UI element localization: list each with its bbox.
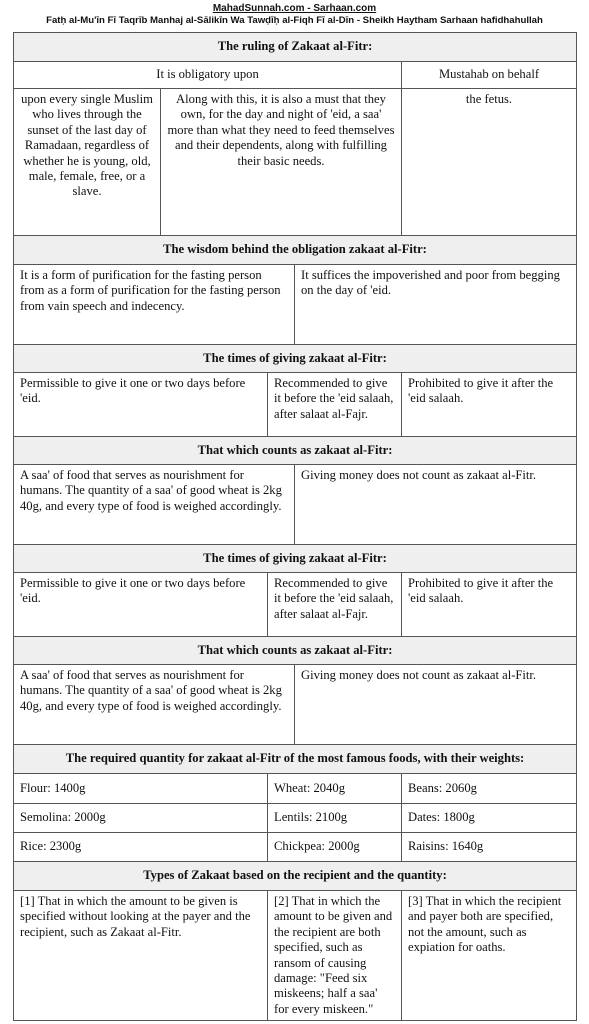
type-2-amount-and-recipient: [2] That in which the amount to be given and the recipient are both specified, such as ransom of causing damage: "Feed six miskeens; half a saa' for every miskeen." xyxy=(268,891,402,1021)
quantity-cell: Wheat: 2040g xyxy=(268,774,402,804)
obligatory-header: It is obligatory upon xyxy=(14,62,402,89)
quantity-cell: Flour: 1400g xyxy=(14,774,268,804)
quantity-title: The required quantity for zakaat al-Fitr of the most famous foods, with their weights: xyxy=(14,745,577,774)
times-title: The times of giving zakaat al-Fitr: xyxy=(14,545,577,573)
counts-title: That which counts as zakaat al-Fitr: xyxy=(14,637,577,665)
mustahab-fetus: the fetus. xyxy=(402,89,577,236)
times-permissible: Permissible to give it one or two days before 'eid. xyxy=(14,373,268,437)
obligatory-upon-muslim: upon every single Muslim who lives through the sunset of the last day of Ramadaan, regardless of whether he is young, old, male, female, free, or a slave. xyxy=(14,89,161,236)
quantity-cell: Lentils: 2100g xyxy=(268,804,402,833)
book-subtitle: Fatḥ al-Mu'īn Fī Taqrīb Manhaj al-Sālikīn Wa Tawḍīḥ al-Fiqh Fī al-Dīn - Sheikh Haytham Sarhaan hafidhahullah xyxy=(46,15,543,26)
obligatory-own-saa: Along with this, it is also a must that they own, for the day and night of 'eid, a saa' more than what they need to feed themselves and their dependents, along with fulfilling their basic needs. xyxy=(161,89,402,236)
wisdom-suffices-poor: It suffices the impoverished and poor from begging on the day of 'eid. xyxy=(295,265,577,345)
counts-title: That which counts as zakaat al-Fitr: xyxy=(14,437,577,465)
counts-saa-of-food: A saa' of food that serves as nourishment for humans. The quantity of a saa' of good wheat is 2kg 40g, and every type of food is weighed accordingly. xyxy=(14,665,295,745)
page-header xyxy=(0,0,589,27)
wisdom-title: The wisdom behind the obligation zakaat al-Fitr: xyxy=(14,236,577,265)
times-recommended: Recommended to give it before the 'eid salaah, after salaat al-Fajr. xyxy=(268,573,402,637)
times-title: The times of giving zakaat al-Fitr: xyxy=(14,345,577,373)
quantity-cell: Semolina: 2000g xyxy=(14,804,268,833)
site-link[interactable]: MahadSunnah.com - Sarhaan.com xyxy=(212,3,377,14)
type-1-specified-amount: [1] That in which the amount to be given is specified without looking at the payer and the recipient, such as Zakaat al-Fitr. xyxy=(14,891,268,1021)
quantity-cell: Beans: 2060g xyxy=(402,774,577,804)
quantity-cell: Raisins: 1640g xyxy=(402,833,577,862)
zakaat-table xyxy=(13,32,577,1021)
quantity-cell: Rice: 2300g xyxy=(14,833,268,862)
type-3-recipient-and-payer: [3] That in which the recipient and payer both are specified, not the amount, such as expiation for oaths. xyxy=(402,891,577,1021)
times-recommended: Recommended to give it before the 'eid salaah, after salaat al-Fajr. xyxy=(268,373,402,437)
quantity-cell: Chickpea: 2000g xyxy=(268,833,402,862)
counts-money-not-valid: Giving money does not count as zakaat al-Fitr. xyxy=(295,665,577,745)
times-permissible: Permissible to give it one or two days before 'eid. xyxy=(14,573,268,637)
times-prohibited: Prohibited to give it after the 'eid salaah. xyxy=(402,573,577,637)
counts-saa-of-food: A saa' of food that serves as nourishment for humans. The quantity of a saa' of good wheat is 2kg 40g, and every type of food is weighed accordingly. xyxy=(14,465,295,545)
quantity-cell: Dates: 1800g xyxy=(402,804,577,833)
types-title: Types of Zakaat based on the recipient and the quantity: xyxy=(14,862,577,891)
mustahab-header: Mustahab on behalf xyxy=(402,62,577,89)
wisdom-purification: It is a form of purification for the fasting person from as a form of purification for the fasting person from vain speech and indecency. xyxy=(14,265,295,345)
ruling-title: The ruling of Zakaat al-Fitr: xyxy=(14,33,577,62)
times-prohibited: Prohibited to give it after the 'eid salaah. xyxy=(402,373,577,437)
counts-money-not-valid: Giving money does not count as zakaat al-Fitr. xyxy=(295,465,577,545)
